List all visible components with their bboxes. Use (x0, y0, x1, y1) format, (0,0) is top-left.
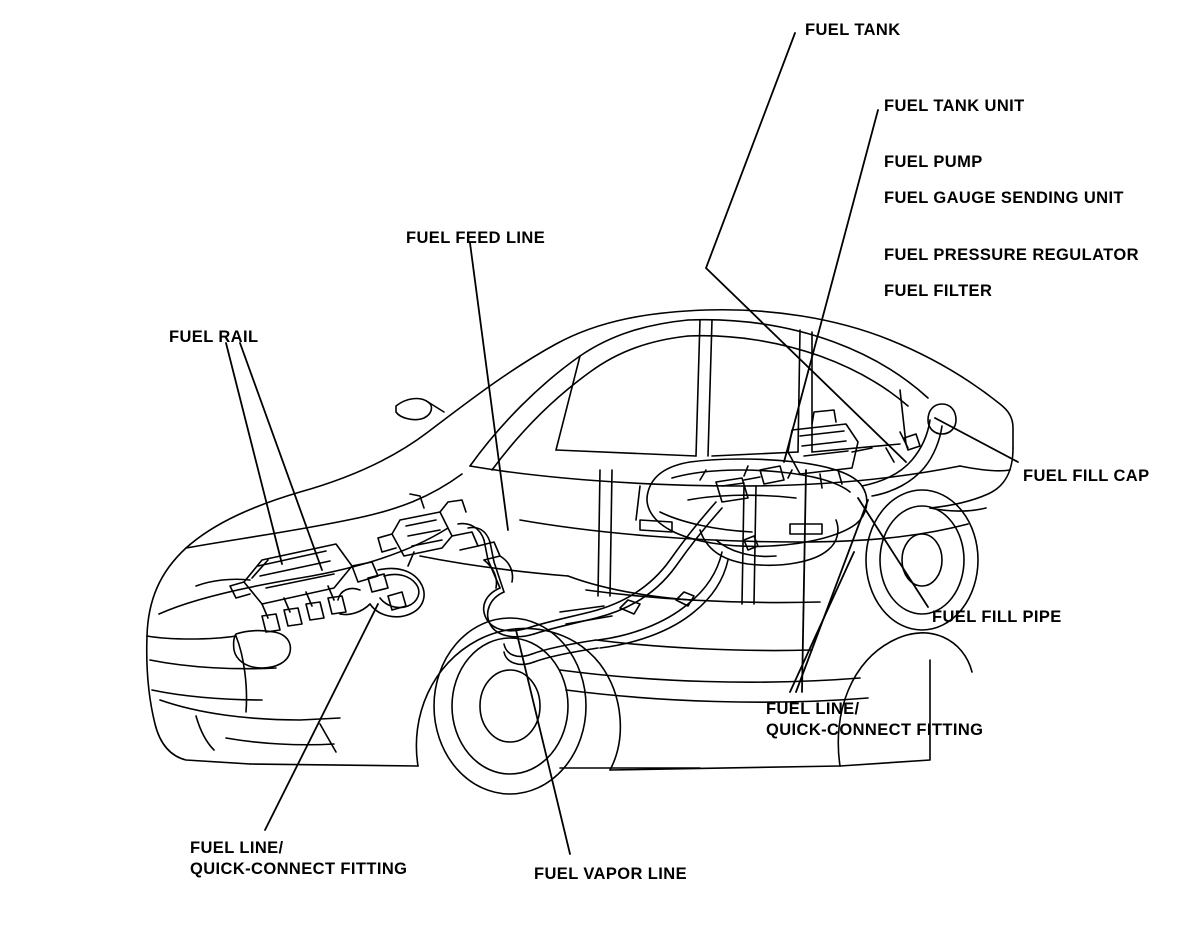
leader-fuel-tank (706, 33, 906, 462)
label-fuel-pump: FUEL PUMP (884, 153, 983, 171)
leader-fuel-fill-cap (935, 418, 1018, 462)
label-fuel-tank: FUEL TANK (805, 21, 901, 39)
label-fuel-line-qc-right-line1: FUEL LINE/ (766, 700, 860, 718)
leader-fuel-tank-unit (784, 110, 878, 462)
label-fuel-line-qc-left-line1: FUEL LINE/ (190, 839, 284, 857)
leader-qc-right-b (796, 500, 868, 692)
leader-fuel-rail-a (226, 343, 282, 564)
label-fuel-filter: FUEL FILTER (884, 282, 993, 300)
label-fuel-tank-unit: FUEL TANK UNIT (884, 97, 1025, 115)
leader-fuel-feed-line (470, 243, 508, 530)
label-fuel-vapor-line: FUEL VAPOR LINE (534, 865, 687, 883)
label-fuel-fill-pipe: FUEL FILL PIPE (932, 608, 1062, 626)
leader-qc-left (265, 604, 378, 830)
label-fuel-gauge-sending-unit: FUEL GAUGE SENDING UNIT (884, 189, 1124, 207)
label-fuel-pressure-regulator: FUEL PRESSURE REGULATOR (884, 246, 1139, 264)
label-fuel-feed-line: FUEL FEED LINE (406, 229, 546, 247)
label-fuel-fill-cap: FUEL FILL CAP (1023, 467, 1150, 485)
label-fuel-line-qc-left-line2: QUICK-CONNECT FITTING (190, 860, 408, 878)
leader-fuel-vapor-line (516, 630, 570, 854)
label-fuel-line-qc-right-line2: QUICK-CONNECT FITTING (766, 721, 984, 739)
leader-fuel-rail-b (240, 343, 322, 570)
leader-fuel-fill-pipe (858, 498, 928, 607)
label-fuel-rail: FUEL RAIL (169, 328, 259, 346)
